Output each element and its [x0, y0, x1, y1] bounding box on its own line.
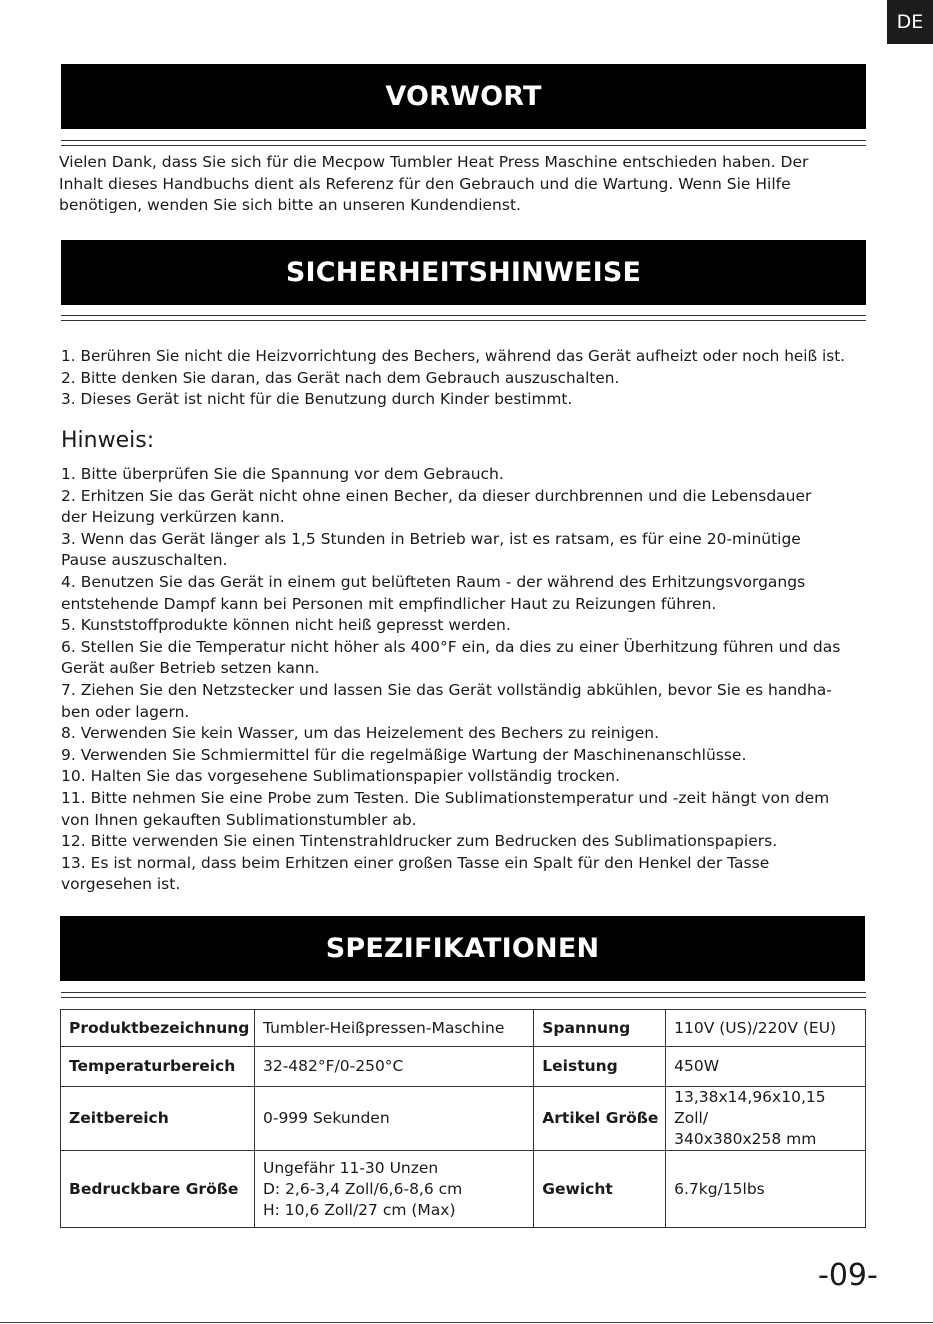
table-row — [61, 1010, 866, 1047]
spec-value: 0-999 Sekunden — [254, 1087, 533, 1151]
spec-value: 450W — [666, 1047, 866, 1087]
spec-label: Artikel Größe — [534, 1087, 666, 1151]
spec-label: Spannung — [534, 1010, 666, 1047]
divider — [61, 140, 866, 141]
spec-label: Leistung — [534, 1047, 666, 1087]
hinweis-item: 6. Stellen Sie die Temperatur nicht höher als 400°F ein, da dies zu einer Überhitzung führen und das Gerät außer Betrieb setzen kann. — [61, 637, 841, 678]
spec-table — [60, 1009, 866, 1228]
table-row — [61, 1151, 866, 1228]
vorwort-line: Vielen Dank, dass Sie sich für die Mecpow Tumbler Heat Press Maschine entschieden haben. Der — [59, 153, 809, 171]
spec-value: 6.7kg/15lbs — [666, 1151, 866, 1228]
hinweis-item: 9. Verwenden Sie Schmiermittel für die regelmäßige Wartung der Maschinenanschlüsse. — [61, 745, 747, 764]
hinweis-item: 10. Halten Sie das vorgesehene Sublimationspapier vollständig trocken. — [61, 767, 621, 786]
table-row — [61, 1047, 866, 1087]
hinweis-item: 8. Verwenden Sie kein Wasser, um das Heizelement des Bechers zu reinigen. — [61, 724, 660, 743]
safety-item: 1. Berühren Sie nicht die Heizvorrichtung des Bechers, während das Gerät aufheizt oder noch heiß ist. — [61, 347, 846, 365]
spec-value: Tumbler-Heißpressen-Maschine — [254, 1010, 533, 1047]
vorwort-line: Inhalt dieses Handbuchs dient als Referenz für den Gebrauch und die Wartung. Wenn Sie Hilfe — [59, 174, 791, 193]
hinweis-title: Hinweis: — [61, 428, 155, 453]
page-number: -09- — [818, 1258, 878, 1293]
spec-label: Gewicht — [534, 1151, 666, 1228]
divider — [61, 145, 866, 146]
hinweis-item: 13. Es ist normal, dass beim Erhitzen einer großen Tasse ein Spalt für den Henkel der Tasse vorgesehen ist. — [61, 853, 770, 894]
hinweis-item: 7. Ziehen Sie den Netzstecker und lassen Sie das Gerät vollständig abkühlen, bevor Sie es handha- ben oder lagern. — [61, 680, 832, 721]
divider — [61, 992, 866, 993]
safety-heading: SICHERHEITSHINWEISE — [61, 240, 866, 305]
safety-item: 2. Bitte denken Sie daran, das Gerät nach dem Gebrauch auszuschalten. — [61, 368, 620, 387]
spec-label: Bedruckbare Größe — [61, 1151, 255, 1228]
spec-label: Zeitbereich — [61, 1087, 255, 1151]
spec-label: Produktbezeichnung — [61, 1010, 255, 1047]
bottom-divider — [0, 1322, 933, 1323]
spec-value: 110V (US)/220V (EU) — [666, 1010, 866, 1047]
hinweis-item: 4. Benutzen Sie das Gerät in einem gut belüfteten Raum - der während des Erhitzungsvorgangs entstehende Dampf kann bei Personen mit empfindlicher Haut zu Reizungen führen. — [61, 572, 806, 613]
hinweis-item: 2. Erhitzen Sie das Gerät nicht ohne einen Becher, da dieser durchbrennen und die Lebensdauer der Heizung verkürzen kann. — [61, 486, 812, 527]
hinweis-item: 1. Bitte überprüfen Sie die Spannung vor dem Gebrauch. — [61, 465, 504, 483]
language-tab: DE — [887, 0, 933, 44]
vorwort-heading: VORWORT — [61, 64, 866, 129]
safety-item: 3. Dieses Gerät ist nicht für die Benutzung durch Kinder bestimmt. — [61, 390, 573, 409]
spec-label: Temperaturbereich — [61, 1047, 255, 1087]
spec-value: Ungefähr 11-30 Unzen D: 2,6-3,4 Zoll/6,6-8,6 cm H: 10,6 Zoll/27 cm (Max) — [254, 1151, 533, 1228]
hinweis-item: 11. Bitte nehmen Sie eine Probe zum Testen. Die Sublimationstemperatur und -zeit hängt von dem von Ihnen gekauften Sublimationstumbler ab. — [61, 788, 830, 829]
table-row — [61, 1087, 866, 1151]
vorwort-line: benötigen, wenden Sie sich bitte an unseren Kundendienst. — [59, 196, 521, 215]
safety-list — [61, 346, 845, 411]
hinweis-item: 5. Kunststoffprodukte können nicht heiß gepresst werden. — [61, 616, 511, 635]
hinweis-list — [61, 464, 840, 896]
hinweis-item: 12. Bitte verwenden Sie einen Tintenstrahldrucker zum Bedrucken des Sublimationspapiers. — [61, 832, 778, 851]
divider — [61, 315, 866, 316]
spec-value: 13,38x14,96x10,15 Zoll/ 340x380x258 mm — [666, 1087, 866, 1151]
divider — [61, 320, 866, 321]
hinweis-item: 3. Wenn das Gerät länger als 1,5 Stunden in Betrieb war, ist es ratsam, es für eine 20-minütige Pause auszuschalten. — [61, 529, 801, 570]
vorwort-text — [59, 152, 808, 217]
specs-heading: SPEZIFIKATIONEN — [60, 916, 865, 981]
spec-value: 32-482°F/0-250°C — [254, 1047, 533, 1087]
divider — [61, 997, 866, 998]
